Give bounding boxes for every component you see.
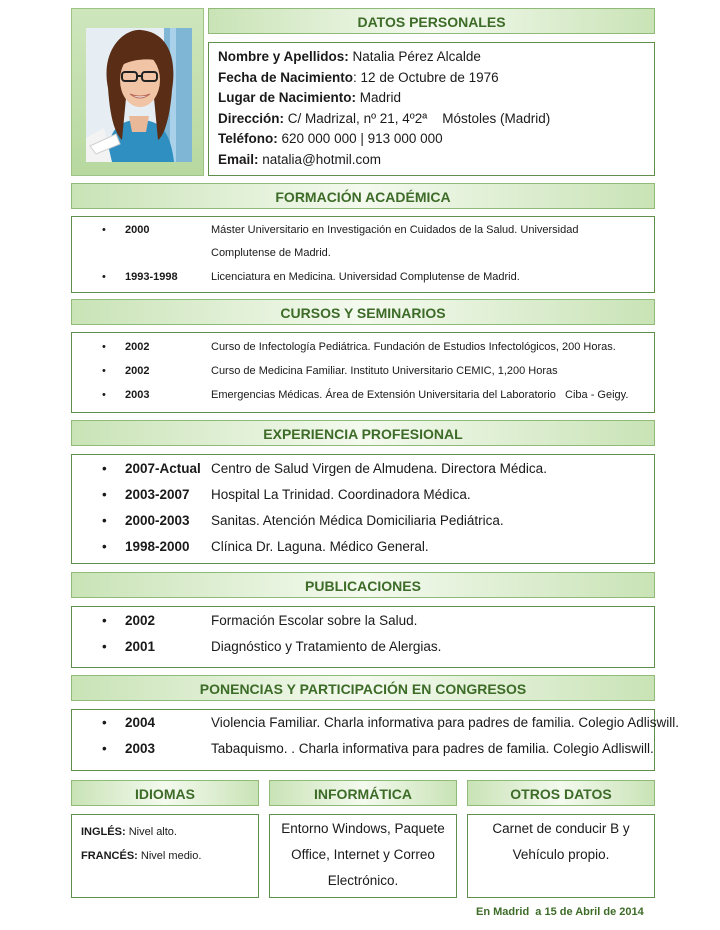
language-line xyxy=(81,844,258,868)
list-item xyxy=(72,513,654,531)
experience-box xyxy=(71,454,655,564)
language-level: Nivel alto. xyxy=(128,826,177,838)
item-year: 2002 xyxy=(125,613,156,628)
language-line xyxy=(81,820,258,844)
list-item xyxy=(72,389,654,405)
bullet-icon: • xyxy=(102,224,106,236)
list-item xyxy=(72,613,654,631)
item-text: Diagnóstico y Tratamiento de Alergias. xyxy=(211,639,442,654)
section-title: EXPERIENCIA PROFESIONAL xyxy=(263,426,463,442)
section-title: FORMACIÓN ACADÉMICA xyxy=(275,189,451,205)
language-label: INGLÉS: xyxy=(81,826,126,838)
item-year: 2003 xyxy=(125,389,150,401)
list-item xyxy=(72,461,654,479)
bullet-icon: • xyxy=(102,389,106,401)
list-item xyxy=(72,741,654,759)
item-text: Formación Escolar sobre la Salud. xyxy=(211,613,418,628)
section-title: PONENCIAS Y PARTICIPACIÓN EN CONGRESOS xyxy=(199,681,527,697)
phone-line: Teléfono: 620 000 000 | 913 000 000 xyxy=(218,131,443,146)
language-level: Nivel medio. xyxy=(140,850,202,862)
talks-box xyxy=(71,709,679,771)
list-item xyxy=(72,639,654,657)
list-item xyxy=(72,539,654,557)
computing-line: Office, Internet y Correo xyxy=(291,847,435,862)
item-year: 2000 xyxy=(125,224,150,236)
other-line: Vehículo propio. xyxy=(512,847,610,862)
section-title: PUBLICACIONES xyxy=(305,578,421,594)
phone-value: 620 000 000 | 913 000 000 xyxy=(281,131,443,146)
item-year: 2003-2007 xyxy=(125,487,190,502)
item-year: 2002 xyxy=(125,341,150,353)
section-title: DATOS PERSONALES xyxy=(357,14,506,30)
computing-line: Electrónico. xyxy=(327,873,399,888)
item-year: 2002 xyxy=(125,365,150,377)
section-header-courses xyxy=(71,299,655,325)
place-line: Lugar de Nacimiento: Madrid xyxy=(218,90,402,105)
section-title: INFORMÁTICA xyxy=(314,786,412,802)
bullet-icon: • xyxy=(102,613,107,628)
other-box xyxy=(467,814,655,898)
bullet-icon: • xyxy=(102,639,107,654)
address-line: Dirección: C/ Madrizal, nº 21, 4º2ª Móstoles (Madrid) xyxy=(218,110,551,126)
bullet-icon: • xyxy=(102,715,107,730)
item-text: Licenciatura en Medicina. Universidad Complutense de Madrid. xyxy=(211,271,520,283)
bullet-icon: • xyxy=(102,271,106,283)
item-text: Emergencias Médicas. Área de Extensión Universitaria del Laboratorio Ciba - Geigy. xyxy=(211,389,629,401)
section-header-languages xyxy=(71,780,259,806)
education-box xyxy=(71,216,655,293)
name-value: Natalia Pérez Alcalde xyxy=(352,49,481,64)
section-header-experience xyxy=(71,420,655,446)
computing-line: Entorno Windows, Paquete xyxy=(281,821,445,836)
bullet-icon: • xyxy=(102,487,107,502)
item-text: Clínica Dr. Laguna. Médico General. xyxy=(211,539,429,554)
name-line: Nombre y Apellidos: Natalia Pérez Alcalde xyxy=(218,49,481,64)
item-text: Centro de Salud Virgen de Almudena. Directora Médica. xyxy=(211,461,547,476)
section-header-personal xyxy=(208,8,655,34)
section-title: CURSOS Y SEMINARIOS xyxy=(280,305,446,321)
item-text: Tabaquismo. . Charla informativa para padres de familia. Colegio Adliswill. xyxy=(211,741,654,756)
personal-data-box xyxy=(208,42,655,176)
section-title: OTROS DATOS xyxy=(510,786,612,802)
email-value: natalia@hotmil.com xyxy=(262,151,382,167)
list-item xyxy=(72,271,654,287)
bullet-icon: • xyxy=(102,513,107,528)
item-year: 1998-2000 xyxy=(125,539,190,554)
item-text: Curso de Infectología Pediátrica. Fundación de Estudios Infectológicos, 200 Horas. xyxy=(211,341,616,353)
email-line: Email: natalia@hotmil.com xyxy=(218,151,382,167)
section-header-other xyxy=(467,780,655,806)
list-item xyxy=(72,715,679,733)
item-year: 1993-1998 xyxy=(125,271,178,283)
section-title: IDIOMAS xyxy=(135,786,195,802)
list-item-continuation xyxy=(72,247,654,263)
item-text: Curso de Medicina Familiar. Instituto Universitario CEMIC, 1,200 Horas xyxy=(211,365,558,377)
language-label: FRANCÉS: xyxy=(81,850,138,862)
bullet-icon: • xyxy=(102,365,106,377)
section-header-talks xyxy=(71,675,655,701)
list-item xyxy=(72,365,654,381)
item-year: 2007-Actual xyxy=(125,461,201,476)
list-item xyxy=(72,341,654,357)
bullet-icon: • xyxy=(102,741,107,756)
item-year: 2004 xyxy=(125,715,156,730)
courses-box xyxy=(71,332,655,413)
bullet-icon: • xyxy=(102,341,106,353)
item-text: Sanitas. Atención Médica Domiciliaria Pediátrica. xyxy=(211,513,504,528)
computing-box xyxy=(269,814,457,898)
publications-box xyxy=(71,606,655,668)
birth-line: Fecha de Nacimiento: 12 de Octubre de 1976 xyxy=(218,69,499,85)
item-text: Complutense de Madrid. xyxy=(211,247,331,259)
item-year: 2003 xyxy=(125,741,156,756)
item-text: Hospital La Trinidad. Coordinadora Médica. xyxy=(211,487,471,502)
item-text: Violencia Familiar. Charla informativa para padres de familia. Colegio Adliswill. xyxy=(211,715,679,730)
item-text: Máster Universitario en Investigación en Cuidados de la Salud. Universidad xyxy=(211,224,579,236)
item-year: 2000-2003 xyxy=(125,513,190,528)
languages-box xyxy=(71,814,259,898)
birth-value: : 12 de Octubre de 1976 xyxy=(353,69,499,85)
section-header-publications xyxy=(71,572,655,598)
address-value: C/ Madrizal, nº 21, 4º2ª Móstoles (Madrid) xyxy=(287,110,551,126)
item-year: 2001 xyxy=(125,639,156,654)
signature-date: En Madrid a 15 de Abril de 2014 xyxy=(476,906,644,918)
section-header-computing xyxy=(269,780,457,806)
list-item xyxy=(72,487,654,505)
bullet-icon: • xyxy=(102,539,107,554)
photo-frame xyxy=(71,8,204,176)
bullet-icon: • xyxy=(102,461,107,476)
list-item xyxy=(72,224,654,240)
profile-photo xyxy=(86,28,192,162)
section-header-education xyxy=(71,183,655,209)
place-value: Madrid xyxy=(359,90,402,105)
other-line: Carnet de conducir B y xyxy=(492,821,630,836)
